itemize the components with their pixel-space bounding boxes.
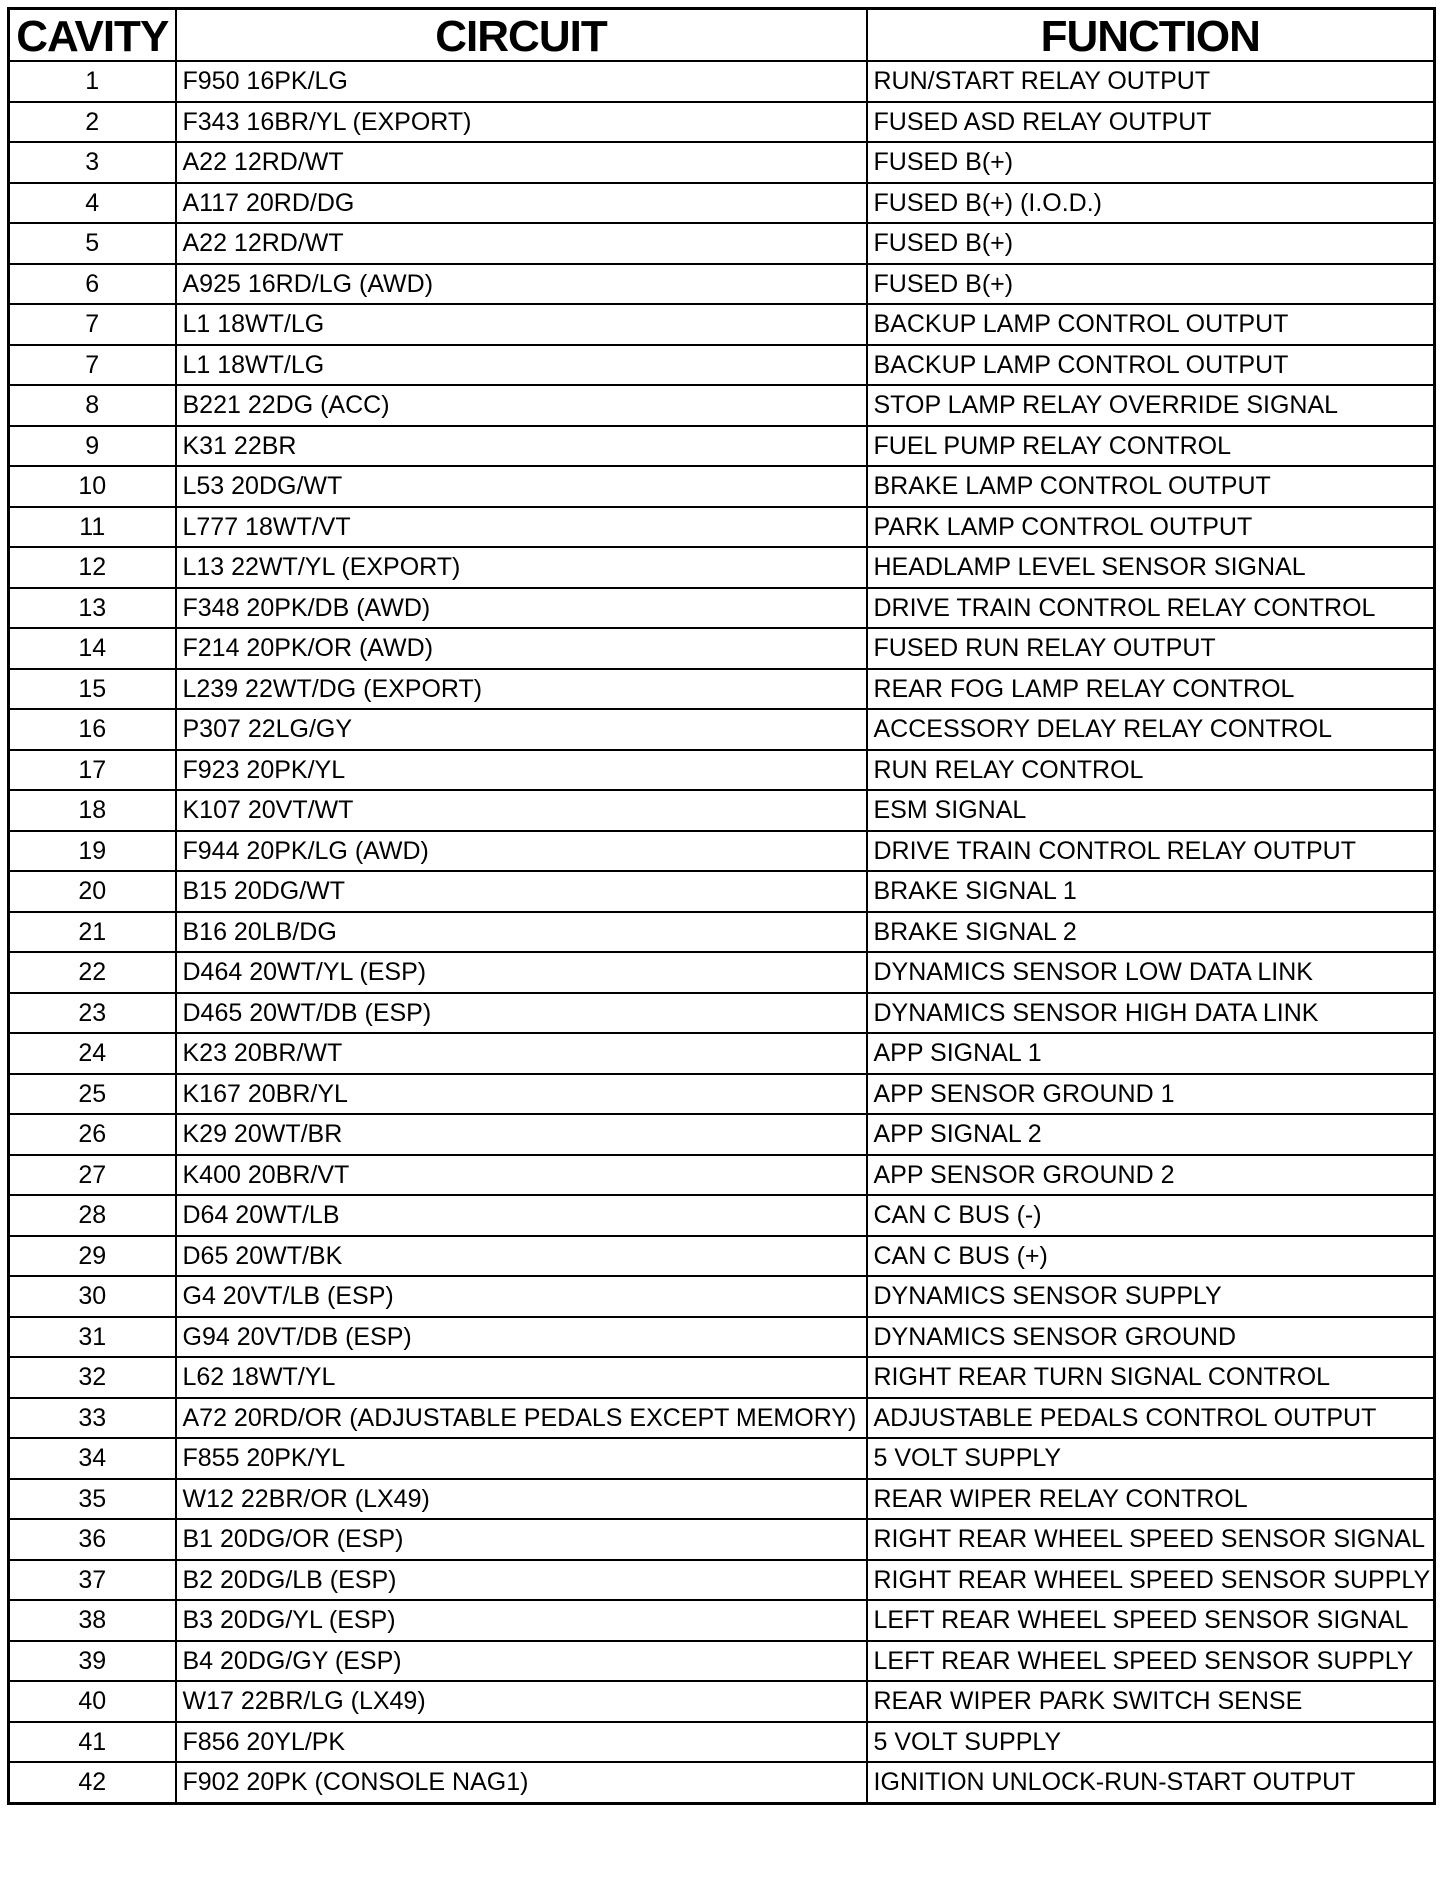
table-row [9, 790, 1435, 831]
cavity-cell: 33 [9, 1398, 176, 1439]
function-cell: ACCESSORY DELAY RELAY CONTROL [867, 709, 1435, 750]
circuit-cell: D464 20WT/YL (ESP) [176, 952, 867, 993]
cavity-cell: 22 [9, 952, 176, 993]
cavity-cell: 31 [9, 1317, 176, 1358]
table-row [9, 750, 1435, 791]
table-row [9, 1236, 1435, 1277]
table-row [9, 1600, 1435, 1641]
circuit-cell: L777 18WT/VT [176, 507, 867, 548]
circuit-cell: G94 20VT/DB (ESP) [176, 1317, 867, 1358]
circuit-cell: W17 22BR/LG (LX49) [176, 1681, 867, 1722]
cavity-cell: 34 [9, 1438, 176, 1479]
cavity-cell: 41 [9, 1722, 176, 1763]
function-cell: FUSED B(+) (I.O.D.) [867, 183, 1435, 224]
header-cavity: CAVITY [9, 9, 176, 62]
cavity-cell: 16 [9, 709, 176, 750]
table-row [9, 1438, 1435, 1479]
circuit-cell: K107 20VT/WT [176, 790, 867, 831]
function-cell: REAR WIPER PARK SWITCH SENSE [867, 1681, 1435, 1722]
cavity-cell: 7 [9, 345, 176, 386]
function-cell: APP SIGNAL 2 [867, 1114, 1435, 1155]
table-row [9, 871, 1435, 912]
circuit-cell: A117 20RD/DG [176, 183, 867, 224]
cavity-cell: 36 [9, 1519, 176, 1560]
function-cell: ADJUSTABLE PEDALS CONTROL OUTPUT [867, 1398, 1435, 1439]
function-cell: DRIVE TRAIN CONTROL RELAY OUTPUT [867, 831, 1435, 872]
cavity-cell: 39 [9, 1641, 176, 1682]
circuit-cell: F950 16PK/LG [176, 61, 867, 102]
cavity-cell: 2 [9, 102, 176, 143]
table-row [9, 1681, 1435, 1722]
circuit-cell: K23 20BR/WT [176, 1033, 867, 1074]
function-cell: FUSED RUN RELAY OUTPUT [867, 628, 1435, 669]
circuit-cell: L13 22WT/YL (EXPORT) [176, 547, 867, 588]
circuit-cell: A925 16RD/LG (AWD) [176, 264, 867, 305]
table-row [9, 1519, 1435, 1560]
table-row [9, 385, 1435, 426]
table-row [9, 1276, 1435, 1317]
circuit-cell: A22 12RD/WT [176, 142, 867, 183]
table-row [9, 102, 1435, 143]
table-row [9, 669, 1435, 710]
function-cell: 5 VOLT SUPPLY [867, 1722, 1435, 1763]
table-row [9, 1114, 1435, 1155]
cavity-cell: 10 [9, 466, 176, 507]
function-cell: FUEL PUMP RELAY CONTROL [867, 426, 1435, 467]
table-row [9, 1722, 1435, 1763]
table-row [9, 507, 1435, 548]
cavity-cell: 24 [9, 1033, 176, 1074]
circuit-cell: F856 20YL/PK [176, 1722, 867, 1763]
circuit-cell: L1 18WT/LG [176, 345, 867, 386]
function-cell: DYNAMICS SENSOR SUPPLY [867, 1276, 1435, 1317]
function-cell: BRAKE SIGNAL 1 [867, 871, 1435, 912]
circuit-cell: B221 22DG (ACC) [176, 385, 867, 426]
function-cell: CAN C BUS (-) [867, 1195, 1435, 1236]
circuit-cell: B2 20DG/LB (ESP) [176, 1560, 867, 1601]
function-cell: PARK LAMP CONTROL OUTPUT [867, 507, 1435, 548]
circuit-cell: F923 20PK/YL [176, 750, 867, 791]
table-row [9, 264, 1435, 305]
cavity-cell: 42 [9, 1762, 176, 1803]
circuit-cell: F348 20PK/DB (AWD) [176, 588, 867, 629]
table-row [9, 304, 1435, 345]
circuit-cell: K29 20WT/BR [176, 1114, 867, 1155]
cavity-cell: 13 [9, 588, 176, 629]
table-row [9, 142, 1435, 183]
circuit-cell: B15 20DG/WT [176, 871, 867, 912]
cavity-cell: 35 [9, 1479, 176, 1520]
table-row [9, 466, 1435, 507]
function-cell: REAR FOG LAMP RELAY CONTROL [867, 669, 1435, 710]
cavity-cell: 29 [9, 1236, 176, 1277]
function-cell: FUSED B(+) [867, 142, 1435, 183]
function-cell: HEADLAMP LEVEL SENSOR SIGNAL [867, 547, 1435, 588]
function-cell: RIGHT REAR TURN SIGNAL CONTROL [867, 1357, 1435, 1398]
function-cell: FUSED B(+) [867, 223, 1435, 264]
cavity-cell: 21 [9, 912, 176, 953]
function-cell: RIGHT REAR WHEEL SPEED SENSOR SIGNAL [867, 1519, 1435, 1560]
function-cell: DYNAMICS SENSOR HIGH DATA LINK [867, 993, 1435, 1034]
table-row [9, 1398, 1435, 1439]
circuit-cell: D64 20WT/LB [176, 1195, 867, 1236]
circuit-cell: F944 20PK/LG (AWD) [176, 831, 867, 872]
table-row [9, 1074, 1435, 1115]
circuit-cell: F855 20PK/YL [176, 1438, 867, 1479]
table-row [9, 1155, 1435, 1196]
table-row [9, 1195, 1435, 1236]
cavity-cell: 12 [9, 547, 176, 588]
function-cell: FUSED ASD RELAY OUTPUT [867, 102, 1435, 143]
table-row [9, 426, 1435, 467]
circuit-cell: F902 20PK (CONSOLE NAG1) [176, 1762, 867, 1803]
function-cell: BACKUP LAMP CONTROL OUTPUT [867, 345, 1435, 386]
table-header [9, 9, 1435, 62]
circuit-cell: B4 20DG/GY (ESP) [176, 1641, 867, 1682]
table-row [9, 345, 1435, 386]
table-row [9, 1479, 1435, 1520]
circuit-cell: A72 20RD/OR (ADJUSTABLE PEDALS EXCEPT MEMORY) [176, 1398, 867, 1439]
cavity-cell: 5 [9, 223, 176, 264]
circuit-cell: F214 20PK/OR (AWD) [176, 628, 867, 669]
circuit-cell: L1 18WT/LG [176, 304, 867, 345]
cavity-cell: 14 [9, 628, 176, 669]
circuit-cell: D465 20WT/DB (ESP) [176, 993, 867, 1034]
cavity-cell: 40 [9, 1681, 176, 1722]
cavity-cell: 26 [9, 1114, 176, 1155]
cavity-cell: 9 [9, 426, 176, 467]
circuit-cell: W12 22BR/OR (LX49) [176, 1479, 867, 1520]
circuit-cell: G4 20VT/LB (ESP) [176, 1276, 867, 1317]
connector-pinout-table-container [7, 7, 1436, 1805]
cavity-cell: 1 [9, 61, 176, 102]
function-cell: BRAKE SIGNAL 2 [867, 912, 1435, 953]
table-row [9, 61, 1435, 102]
cavity-cell: 28 [9, 1195, 176, 1236]
table-row [9, 1641, 1435, 1682]
cavity-cell: 8 [9, 385, 176, 426]
function-cell: DRIVE TRAIN CONTROL RELAY CONTROL [867, 588, 1435, 629]
cavity-cell: 7 [9, 304, 176, 345]
table-row [9, 993, 1435, 1034]
circuit-cell: B3 20DG/YL (ESP) [176, 1600, 867, 1641]
circuit-cell: B1 20DG/OR (ESP) [176, 1519, 867, 1560]
table-row [9, 952, 1435, 993]
function-cell: APP SENSOR GROUND 1 [867, 1074, 1435, 1115]
cavity-cell: 4 [9, 183, 176, 224]
function-cell: CAN C BUS (+) [867, 1236, 1435, 1277]
table-row [9, 1357, 1435, 1398]
cavity-cell: 30 [9, 1276, 176, 1317]
cavity-cell: 19 [9, 831, 176, 872]
circuit-cell: B16 20LB/DG [176, 912, 867, 953]
cavity-cell: 17 [9, 750, 176, 791]
function-cell: RIGHT REAR WHEEL SPEED SENSOR SUPPLY [867, 1560, 1435, 1601]
connector-pinout-table [7, 7, 1436, 1805]
table-row [9, 1560, 1435, 1601]
cavity-cell: 32 [9, 1357, 176, 1398]
function-cell: FUSED B(+) [867, 264, 1435, 305]
table-row [9, 1033, 1435, 1074]
table-row [9, 628, 1435, 669]
function-cell: BACKUP LAMP CONTROL OUTPUT [867, 304, 1435, 345]
function-cell: BRAKE LAMP CONTROL OUTPUT [867, 466, 1435, 507]
table-row [9, 223, 1435, 264]
cavity-cell: 15 [9, 669, 176, 710]
cavity-cell: 6 [9, 264, 176, 305]
cavity-cell: 37 [9, 1560, 176, 1601]
header-function: FUNCTION [867, 9, 1435, 62]
function-cell: DYNAMICS SENSOR GROUND [867, 1317, 1435, 1358]
cavity-cell: 18 [9, 790, 176, 831]
table-row [9, 709, 1435, 750]
table-row [9, 1762, 1435, 1803]
function-cell: APP SIGNAL 1 [867, 1033, 1435, 1074]
table-row [9, 912, 1435, 953]
header-row [9, 9, 1435, 62]
cavity-cell: 11 [9, 507, 176, 548]
cavity-cell: 3 [9, 142, 176, 183]
circuit-cell: A22 12RD/WT [176, 223, 867, 264]
function-cell: LEFT REAR WHEEL SPEED SENSOR SUPPLY [867, 1641, 1435, 1682]
circuit-cell: F343 16BR/YL (EXPORT) [176, 102, 867, 143]
circuit-cell: P307 22LG/GY [176, 709, 867, 750]
function-cell: RUN RELAY CONTROL [867, 750, 1435, 791]
circuit-cell: L53 20DG/WT [176, 466, 867, 507]
table-row [9, 183, 1435, 224]
table-row [9, 588, 1435, 629]
table-row [9, 1317, 1435, 1358]
header-circuit: CIRCUIT [176, 9, 867, 62]
function-cell: REAR WIPER RELAY CONTROL [867, 1479, 1435, 1520]
function-cell: 5 VOLT SUPPLY [867, 1438, 1435, 1479]
function-cell: RUN/START RELAY OUTPUT [867, 61, 1435, 102]
cavity-cell: 23 [9, 993, 176, 1034]
function-cell: DYNAMICS SENSOR LOW DATA LINK [867, 952, 1435, 993]
function-cell: APP SENSOR GROUND 2 [867, 1155, 1435, 1196]
cavity-cell: 25 [9, 1074, 176, 1115]
circuit-cell: L239 22WT/DG (EXPORT) [176, 669, 867, 710]
function-cell: IGNITION UNLOCK-RUN-START OUTPUT [867, 1762, 1435, 1803]
function-cell: LEFT REAR WHEEL SPEED SENSOR SIGNAL [867, 1600, 1435, 1641]
cavity-cell: 20 [9, 871, 176, 912]
table-row [9, 547, 1435, 588]
circuit-cell: D65 20WT/BK [176, 1236, 867, 1277]
table-body [9, 61, 1435, 1803]
cavity-cell: 38 [9, 1600, 176, 1641]
circuit-cell: K31 22BR [176, 426, 867, 467]
table-row [9, 831, 1435, 872]
circuit-cell: K167 20BR/YL [176, 1074, 867, 1115]
function-cell: ESM SIGNAL [867, 790, 1435, 831]
circuit-cell: L62 18WT/YL [176, 1357, 867, 1398]
cavity-cell: 27 [9, 1155, 176, 1196]
function-cell: STOP LAMP RELAY OVERRIDE SIGNAL [867, 385, 1435, 426]
circuit-cell: K400 20BR/VT [176, 1155, 867, 1196]
